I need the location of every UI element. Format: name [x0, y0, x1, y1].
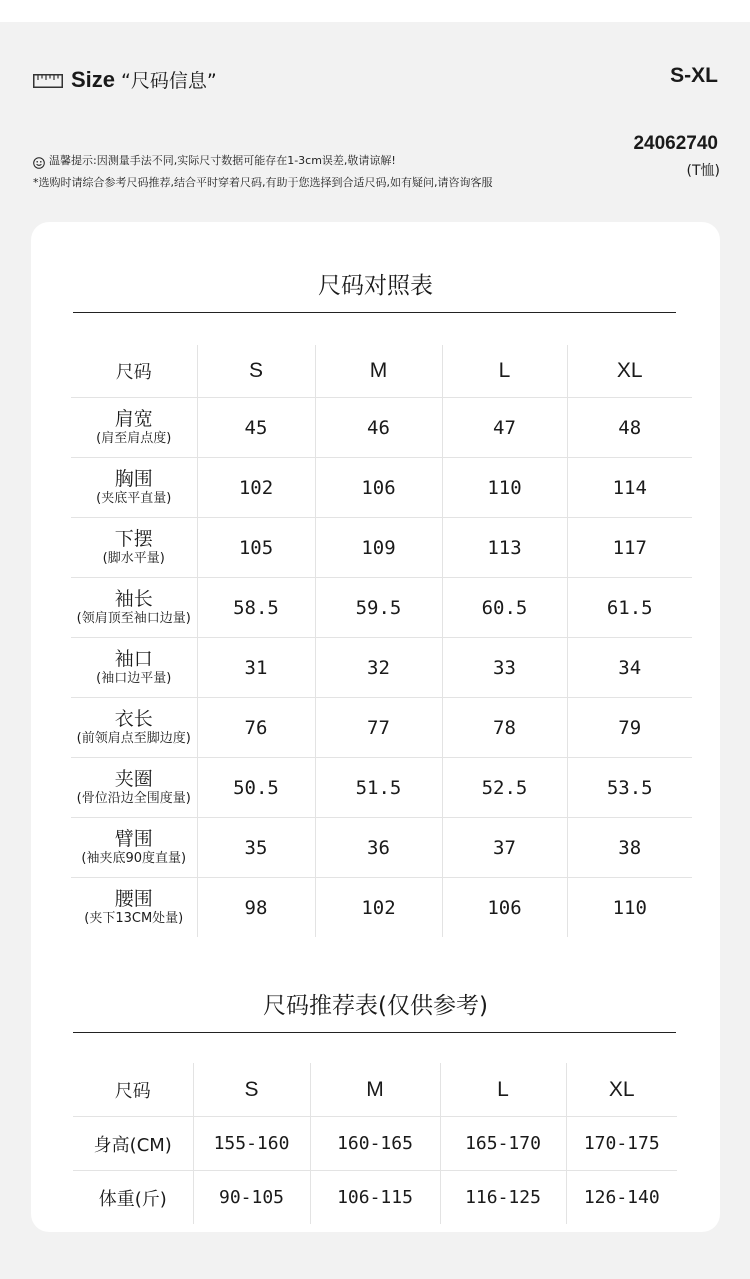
note-line-2	[33, 172, 492, 194]
row-label	[71, 698, 197, 758]
table-cell: 53.5	[567, 758, 692, 818]
row-sub: (脚水平量)	[102, 550, 165, 566]
row-sub: (袖夹底90度直量)	[81, 850, 187, 866]
row-name: 袖口	[114, 647, 153, 670]
row-sub: (夹底平直量)	[96, 490, 172, 506]
ruler-icon	[33, 73, 63, 87]
note-line-1	[33, 150, 492, 172]
row-label	[71, 518, 197, 578]
row-label: 身高(CM)	[73, 1117, 193, 1171]
table-cell: 170-175	[566, 1117, 677, 1171]
table-cell: 98	[197, 878, 315, 938]
size-header-xl: XL	[567, 345, 692, 398]
size-chart-table	[71, 345, 692, 937]
table-row	[73, 1171, 677, 1225]
table-cell: 48	[567, 398, 692, 458]
table-cell: 106	[315, 458, 442, 518]
recommend-title: 尺码推荐表(仅供参考)	[263, 993, 488, 1019]
row-label	[71, 818, 197, 878]
table-cell: 51.5	[315, 758, 442, 818]
row-name: 夹圈	[114, 767, 153, 790]
table-cell: 106-115	[310, 1171, 440, 1225]
table-cell: 160-165	[310, 1117, 440, 1171]
table-cell: 102	[315, 878, 442, 938]
size-chart-header-row	[71, 345, 692, 398]
size-title: Size	[71, 66, 116, 92]
table-row	[71, 758, 692, 818]
table-cell: 60.5	[442, 578, 567, 638]
table-cell: 114	[567, 458, 692, 518]
table-cell: 31	[197, 638, 315, 698]
table-cell: 117	[567, 518, 692, 578]
table-cell: 58.5	[197, 578, 315, 638]
size-subtitle: “尺码信息”	[121, 70, 217, 92]
recommend-header-xl: XL	[566, 1063, 677, 1117]
table-cell: 102	[197, 458, 315, 518]
recommend-table	[73, 1063, 677, 1224]
table-cell: 110	[567, 878, 692, 938]
row-name: 下摆	[114, 527, 153, 550]
table-cell: 32	[315, 638, 442, 698]
row-label	[71, 638, 197, 698]
row-name: 腰围	[114, 887, 153, 910]
top-band	[0, 0, 750, 22]
table-row	[71, 818, 692, 878]
row-label	[71, 578, 197, 638]
recommend-divider	[73, 1032, 676, 1033]
table-cell: 106	[442, 878, 567, 938]
table-row	[71, 578, 692, 638]
table-row	[71, 638, 692, 698]
size-chart-header-label: 尺码	[115, 362, 152, 383]
table-cell: 52.5	[442, 758, 567, 818]
size-header-s: S	[197, 345, 315, 398]
table-cell: 61.5	[567, 578, 692, 638]
row-sub: (夹下13CM处量)	[84, 910, 184, 926]
table-cell: 33	[442, 638, 567, 698]
table-row	[71, 518, 692, 578]
table-cell: 35	[197, 818, 315, 878]
table-cell: 165-170	[440, 1117, 566, 1171]
product-info	[633, 130, 718, 184]
size-card	[31, 222, 720, 1232]
row-name: 衣长	[114, 707, 153, 730]
table-cell: 105	[197, 518, 315, 578]
product-code: 24062740	[633, 133, 718, 154]
size-header	[33, 66, 217, 93]
table-cell: 90-105	[193, 1171, 310, 1225]
table-cell: 78	[442, 698, 567, 758]
size-range: S-XL	[670, 64, 718, 87]
notes	[33, 150, 492, 194]
row-name: 胸围	[114, 467, 153, 490]
size-chart-title: 尺码对照表	[318, 273, 433, 299]
recommend-header-l: L	[440, 1063, 566, 1117]
row-sub: (前领肩点至脚边度)	[76, 730, 191, 746]
recommend-header-row	[73, 1063, 677, 1117]
note-text-1: 温馨提示:因测量手法不同,实际尺寸数据可能存在1-3cm误差,敬请谅解!	[49, 154, 396, 167]
table-row	[71, 698, 692, 758]
row-label: 体重(斤)	[73, 1171, 193, 1225]
size-header-m: M	[315, 345, 442, 398]
note-text-2: *选购时请综合参考尺码推荐,结合平时穿着尺码,有助于您选择到合适尺码,如有疑问,请咨询客服	[33, 176, 493, 189]
table-cell: 45	[197, 398, 315, 458]
table-cell: 50.5	[197, 758, 315, 818]
product-type: (T恤)	[686, 163, 720, 179]
table-cell: 34	[567, 638, 692, 698]
row-label	[71, 758, 197, 818]
table-cell: 76	[197, 698, 315, 758]
table-cell: 79	[567, 698, 692, 758]
recommend-header-s: S	[193, 1063, 310, 1117]
table-cell: 59.5	[315, 578, 442, 638]
row-label	[71, 458, 197, 518]
table-cell: 113	[442, 518, 567, 578]
table-cell: 109	[315, 518, 442, 578]
row-label	[71, 398, 197, 458]
table-cell: 77	[315, 698, 442, 758]
size-chart-divider	[73, 312, 676, 313]
table-cell: 47	[442, 398, 567, 458]
row-sub: (袖口边平量)	[96, 670, 172, 686]
size-header-l: L	[442, 345, 567, 398]
row-sub: (肩至肩点度)	[96, 430, 172, 446]
table-row	[71, 878, 692, 938]
recommend-header-m: M	[310, 1063, 440, 1117]
row-name: 肩宽	[114, 407, 153, 430]
row-sub: (领肩顶至袖口边量)	[76, 610, 191, 626]
table-cell: 116-125	[440, 1171, 566, 1225]
table-row	[71, 398, 692, 458]
table-cell: 36	[315, 818, 442, 878]
recommend-header-label: 尺码	[114, 1080, 151, 1102]
row-sub: (骨位沿边全围度量)	[76, 790, 191, 806]
row-name: 袖长	[114, 587, 153, 610]
table-cell: 155-160	[193, 1117, 310, 1171]
table-cell: 46	[315, 398, 442, 458]
table-row	[71, 458, 692, 518]
table-cell: 110	[442, 458, 567, 518]
table-cell: 37	[442, 818, 567, 878]
row-label	[71, 878, 197, 938]
smile-icon	[33, 155, 45, 167]
row-name: 臂围	[114, 827, 153, 850]
table-cell: 38	[567, 818, 692, 878]
table-cell: 126-140	[566, 1171, 677, 1225]
table-row	[73, 1117, 677, 1171]
